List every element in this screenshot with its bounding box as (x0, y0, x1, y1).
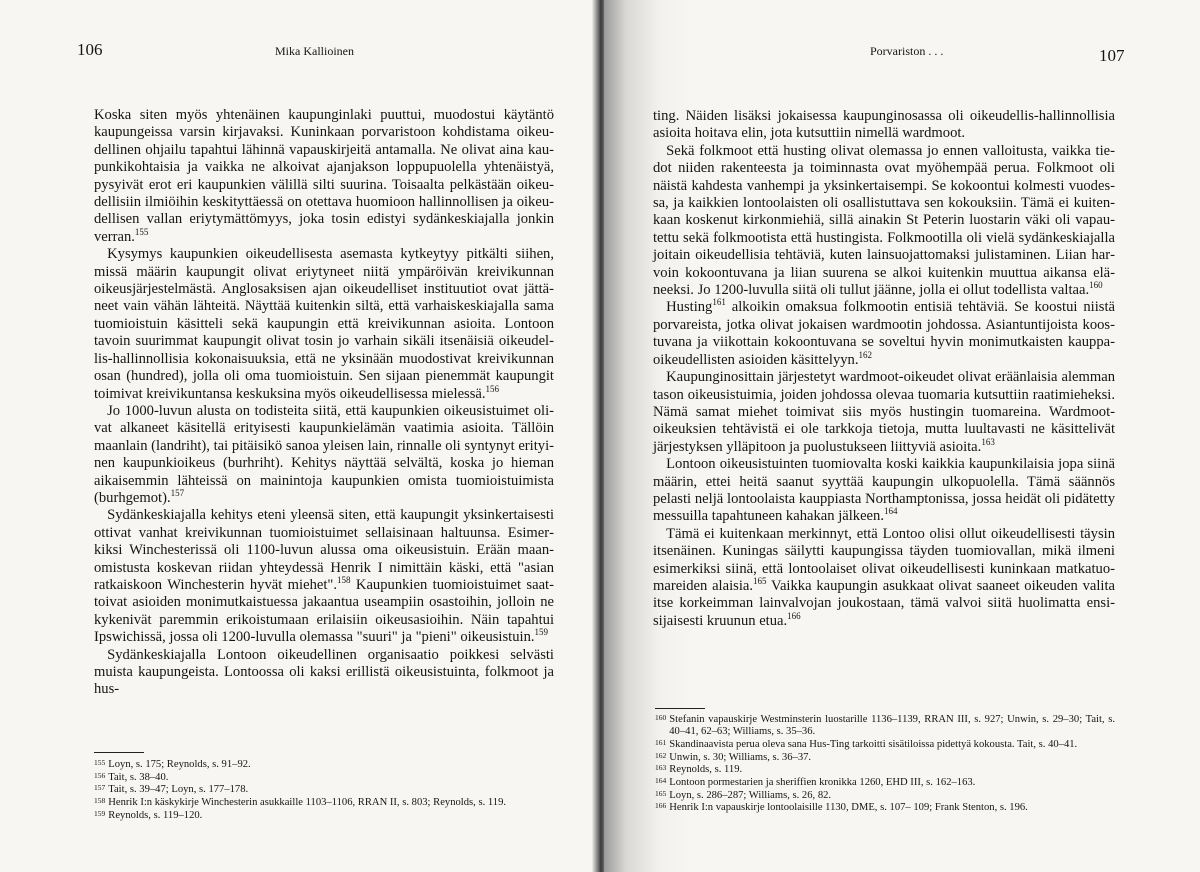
footnote-ref[interactable]: 161 (712, 297, 726, 308)
paragraph: Sekä folkmoot että husting olivat olemassa jo ennen valloitusta, vaikka tiedot niiden rakenteesta ja toiminnasta ovat myöhempää perua. Folkmoot oli näistä kahdesta vanhempi ja yksinkertaisempi. Se kokoontui kolmesti vuodessa, ja kaikkien lontoolaisten oli osallistuttava sen kokouksiin. Tämä ei kuitenkaan koskenut kirkonmiehiä, sillä ainakin St Peterin luostarin väki oli vapautettu sekä folkmootista että hustingista. Folkmootilla oli vielä sydänkeskiajalla joitain oikeudellisia tehtäviä, kuten lainsuojattomaksi julistaminen. Liian harvoin kokoontuvana ja liian suurena se alkoi kuitenkin muuttua aikansa eläneeksi. Jo 1200-luvulla siitä oli tullut jäänne, jolla ei ollut todellista valtaa.$^{160}$ (653, 142, 1115, 299)
footnote-ref[interactable]: 155 (134, 226, 149, 237)
footnote: 159 Reynolds, s. 119–120. (94, 808, 203, 821)
footnote: 158 Henrik I:n käskykirje Winchesterin asukkaille 1103–1106, RRAN II, s. 803; Reynolds, s. 119. (94, 796, 507, 809)
paragraph: Jo 1000-luvun alusta on todisteita siitä, että kaupunkien oikeusistuimet olivat alkaneet käsitellä erityisesti kaupunkielämän vaatimia asioita. Tällöin maanlain (landriht), tai pitäisikö sanoa yleisen lain, rinnalle oli syntynyt erityinen kaupunkioikeus (burhriht). Kehitys näyttää selvältä, koska jo hieman aikaisemmin lähteissä on mainintoja kaupunkien omista tuomioistuimista (burhgemot).$^{157}$ (94, 402, 554, 506)
right-page (604, 0, 1200, 872)
paragraph: Kysymys kaupunkien oikeudellisesta asemasta kytkeytyy pitkälti siihen, missä määrin kaupungit olivat eriytyneet niitä ympäröivän kreivikunnan oikeusjärjestelmästä. Anglosaksisen ajan oikeudelliset instituutiot ovat jättäneet vain vähän lähteitä. Näyttää kuitenkin siltä, että varhaiskeskiajalla sama tuomioistuin käsitteli sekä kaupungin että kreivikunnan asioita. Lontoon tavoin suurimmat kaupungit olivat tosin jo varhain sikäli itsenäisiä oikeudellis-hallinnollisia kokonaisuuksia, että ne yksinään muodostivat kreivikunnan osan (hundred), jolla oli oma tuomioistuin. Sen sijaan pienemmät kaupungit toimivat kreivikuntansa keskuksina myös oikeudellisessa mielessä.$^{156}$ (94, 246, 554, 402)
paragraph: Sydänkeskiajalla Lontoon oikeudellinen organisaatio poikkesi selvästi muista kaupungeista. Lontoossa oli kaksi erillistä oikeusistuinta, folkmoot ja hus- (94, 646, 554, 698)
footnote-ref[interactable]: 159 (534, 627, 549, 638)
footnote: 162 Unwin, s. 30; Williams, s. 36–37. (655, 750, 812, 763)
footnote-ref[interactable]: 164 (883, 506, 898, 517)
footnote-ref[interactable]: 163 (981, 436, 995, 447)
running-head: Porvariston . . . (870, 44, 944, 58)
footnote: 156 Tait, s. 38–40. (94, 770, 169, 783)
running-head: Mika Kallioinen (275, 44, 354, 58)
footnotes (94, 759, 556, 823)
footnotes (655, 714, 1115, 815)
paragraph: Lontoon oikeusistuinten tuomiovalta koski kaikkia kaupunkilaisia jopa siinä määrin, ettei heitä saanut syyttää kaupungin ulkopuolella. Tämä säännös pelasti neljä lontoolaista kauppiasta Northamptonissa, jossa heidät oli pidätetty messuilla tapahtuneen kahakan jälkeen.$^{164}$ (653, 456, 1115, 525)
footnote: 163 Reynolds, s. 119. (655, 763, 743, 776)
footnote: 165 Loyn, s. 286–287; Williams, s. 26, 82. (655, 788, 832, 801)
paragraph: Husting$^{161}$ alkoikin omaksua folkmootin entisiä tehtäviä. Se koostui niistä porvareista, jotka olivat jokaisen wardmootin johdossa. Asiantuntijoista koostuvana ja viikottain kokoontuvana se soveltui hyvin monimutkaisten kauppaoikeudellisten asioiden käsittelyyn.$^{162}$ (653, 297, 1115, 368)
footnote: 164 Lontoon pormestarien ja sheriffien kronikka 1260, EHD III, s. 162–163. (655, 776, 976, 789)
footnote-ref[interactable]: 166 (787, 610, 801, 621)
footnote: 161 Skandinaavista perua oleva sana Hus-Ting tarkoitti sisätiloissa pidettyä kokousta. Tait, s. 40–41. (655, 737, 1078, 750)
paragraph: Sydänkeskiajalla kehitys eteni yleensä siten, että kaupungit yksinkertaisesti ottivat vanhat kreivikunnan tuomioistuimet sellaisinaan haltuunsa. Esimerkiksi Winchesterissä oli 1100-luvun alussa oma oikeusistuin. Erään maanomistusta koskevan riidan yhteydessä Henrik I nimittäin käski, että "asian ratkaiskoon Winchesterin hyvät miehet".$^{158}$ Kaupunkien tuomioistuimet saattoivat asioiden monimutkaistuessa jakaantua useampiin osastoihin, jolloin ne kykenivät paremmin erikoistumaan erilaisiin oikeusasioihin. Näin tapahtui Ipswichissä, jossa oli 1200-luvulla olemassa "suuri" ja "pieni" oikeusistuin.$^{159}$ (94, 507, 554, 646)
body-text (653, 108, 1115, 630)
footnote: 160 Stefanin vapauskirje Westminsterin luostarille 1136–1139, RRAN III, s. 927; Unwin, s. 29–30; Tait, s. 40–41, 62–63; Williams, s. 35–36. (655, 713, 1115, 738)
left-page (0, 0, 596, 872)
page-number: 106 (77, 40, 103, 59)
page-number: 107 (1099, 46, 1125, 65)
paragraph: Kaupunginosittain järjestetyt wardmoot-oikeudet olivat eräänlaisia alemman tason oikeusistuimia, joiden johdossa olevaa tuomaria kutsuttiin raatimieheksi. Nämä samat miehet toimivat siis myös hustingin tuomareina. Wardmoot-oikeuksien tehtävistä ei ole tarkkoja tietoja, mutta luultavasti ne käsittelivät järjestyksen ylläpitoon ja puolustukseen liittyviä asioita.$^{163}$ (653, 369, 1115, 455)
footnote-ref[interactable]: 165 (753, 576, 767, 587)
footnote: 155 Loyn, s. 175; Reynolds, s. 91–92. (94, 758, 251, 770)
footnote-rule (94, 752, 144, 753)
footnote-ref[interactable]: 162 (858, 349, 872, 360)
paragraph: ting. Näiden lisäksi jokaisessa kaupunginosassa oli oikeudellis-hallinnollisia asioita hoitava elin, jota kutsuttiin nimellä wardmoot. (653, 108, 1115, 142)
footnote-ref[interactable]: 156 (485, 383, 500, 394)
footnote-ref[interactable]: 158 (337, 575, 351, 586)
footnote: 157 Tait, s. 39–47; Loyn, s. 177–178. (94, 783, 249, 796)
footnote-rule (655, 708, 705, 709)
body-text (94, 107, 554, 699)
paragraph: Koska siten myös yhtenäinen kaupunginlaki puuttui, muodostui käytäntö kaupungeissa varsin kirjavaksi. Kuninkaan porvaristoon kohdistama oikeudellinen ohjailu tapahtui lähinnä vapauskirjeitä antamalla. Ne olivat aina kaupunkikohtaisia ja vaikka ne alkoivat ajanjakson loppupuolella yhtenäistyä, pysyivät erot eri kaupunkien välillä silti suurina. Toisaalta pelkästään oikeudellisiin ilmiöihin keskityttäessä on otettava huomioon hallinnollisen ja oikeudellisen vallan eriytymättömyys, joka tosin edistyi sydänkeskiajalla jonkin verran.$^{155}$ (94, 107, 554, 245)
footnote-ref[interactable]: 157 (170, 488, 185, 499)
paragraph: Tämä ei kuitenkaan merkinnyt, että Lontoo olisi ollut oikeudellisesti täysin itsenäinen. Kuningas säilytti kaupungissa täyden tuomiovallan, mikä ilmeni esimerkiksi siinä, että lontoolaiset olivat oikeudellisesti kuninkaan matkatuomareiden alaisia.$^{165}$ Vaikka kaupungin asukkaat olivat saaneet oikeuden valita itse korkeimman lainvalvojan joukostaan, tämä valvoi siitä huolimatta ensisijaisesti kruunun etua.$^{166}$ (653, 525, 1115, 629)
footnote-ref[interactable]: 160 (1089, 280, 1103, 291)
footnote: 166 Henrik I:n vapauskirje lontoolaisille 1130, DME, s. 107– 109; Frank Stenton, s. 196. (655, 801, 1028, 814)
